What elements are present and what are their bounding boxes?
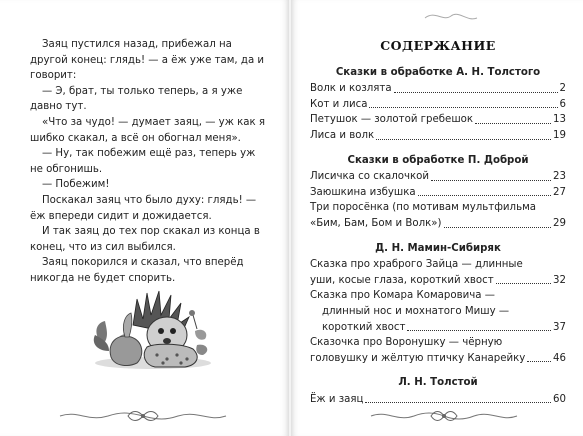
floral-ornament-right xyxy=(369,408,519,424)
story-paragraph: — Э, брат, ты только теперь, а я уже давно тут. xyxy=(30,85,243,113)
toc-entry-page: 29 xyxy=(553,217,566,229)
toc-entry-page: 60 xyxy=(553,393,566,405)
left-page xyxy=(0,0,289,436)
toc-entry-page: 2 xyxy=(559,83,566,95)
toc-entry-title-line: длинный нос и мохнатого Мишу — xyxy=(322,305,510,317)
story-text xyxy=(30,37,270,287)
toc-entry-title: Кот и лиса xyxy=(310,98,368,110)
toc-entry-page: 19 xyxy=(553,129,566,141)
table-of-contents xyxy=(310,38,566,416)
story-paragraph: Заяц покорился и сказал, что вперёд никогда не будет спорить. xyxy=(30,257,244,284)
toc-section-title: Сказки в обработке П. Доброй xyxy=(347,154,529,166)
toc-entry[interactable] xyxy=(310,112,566,128)
toc-entry[interactable] xyxy=(310,81,566,97)
toc-entry[interactable] xyxy=(310,392,566,408)
toc-entry[interactable] xyxy=(310,185,566,201)
toc-title: СОДЕРЖАНИЕ xyxy=(380,38,496,53)
toc-entry-page: 32 xyxy=(553,274,566,286)
toc-entry-page: 13 xyxy=(553,114,566,126)
hedgehog-and-hare-illustration xyxy=(85,285,215,370)
toc-entry[interactable] xyxy=(310,97,566,113)
toc-entry-page: 46 xyxy=(553,352,566,364)
floral-ornament-left xyxy=(58,408,228,424)
toc-entry-title-line: головушку и жёлтую птичку Канарейку xyxy=(310,352,526,364)
right-page xyxy=(291,0,583,436)
toc-section xyxy=(310,241,566,367)
toc-entry-title: Ёж и заяц xyxy=(310,393,364,405)
toc-section-title: Сказки в обработке А. Н. Толстого xyxy=(335,66,541,78)
toc-section-title: Л. Н. Толстой xyxy=(398,377,478,389)
story-paragraph: — Ну, так побежим ещё раз, теперь уж не обгонишь. xyxy=(30,148,256,175)
toc-entry-title: Волк и козлята xyxy=(310,83,392,95)
story-paragraph: Заяц пустился назад, прибежал на другой конец: глядь! — а ёж уже там, да и говорит: xyxy=(30,39,265,82)
story-paragraph: Поскакал заяц что было духу: глядь! — ёж впереди сидит и дожидается. xyxy=(30,194,257,222)
toc-entry-title-line: Сказка про Комара Комаровича — xyxy=(310,290,495,302)
toc-entry-title: Петушок — золотой гребешок xyxy=(310,114,474,126)
toc-entry-page: 23 xyxy=(553,171,566,183)
story-paragraph: «Что за чудо! — думает заяц, — уж как я шибко скакал, а всё он обогнал меня». xyxy=(30,116,266,144)
toc-section-title: Д. Н. Мамин-Сибиряк xyxy=(375,242,501,254)
toc-entry-title-line: короткий хвост xyxy=(322,321,406,333)
floral-ornament-top xyxy=(421,8,481,24)
toc-entry-title-line: Сказочка про Воронушку — чёрную xyxy=(310,337,503,349)
toc-entry-title-line: Сказка про храброго Зайца — длинные xyxy=(310,259,523,271)
toc-entry-title: Заюшкина избушка xyxy=(310,186,416,198)
toc-entry-page: 6 xyxy=(559,98,566,110)
toc-entry[interactable] xyxy=(310,335,566,366)
toc-entry-page: 37 xyxy=(553,321,566,333)
toc-entry[interactable] xyxy=(310,288,566,335)
story-paragraph: — Побежим! xyxy=(42,179,110,191)
toc-entry-title-line: уши, косые глаза, короткий хвост xyxy=(310,274,494,286)
toc-entry[interactable] xyxy=(310,128,566,144)
toc-entry[interactable] xyxy=(310,200,566,231)
toc-entry-title-line: Три поросёнка (по мотивам мультфильма xyxy=(310,202,536,214)
toc-entry-page: 27 xyxy=(553,186,566,198)
toc-entry-title: Лиса и волк xyxy=(310,129,375,141)
toc-entry[interactable] xyxy=(310,169,566,185)
toc-section xyxy=(310,153,566,232)
toc-entry-title: Лисичка со скалочкой xyxy=(310,171,429,183)
toc-section xyxy=(310,65,566,144)
toc-entry-title-line: «Бим, Бам, Бом и Волк») xyxy=(310,217,442,229)
story-paragraph: И так заяц до тех пор скакал из конца в конец, что из сил выбился. xyxy=(30,226,260,253)
toc-entry[interactable] xyxy=(310,257,566,288)
toc-section xyxy=(310,375,566,407)
